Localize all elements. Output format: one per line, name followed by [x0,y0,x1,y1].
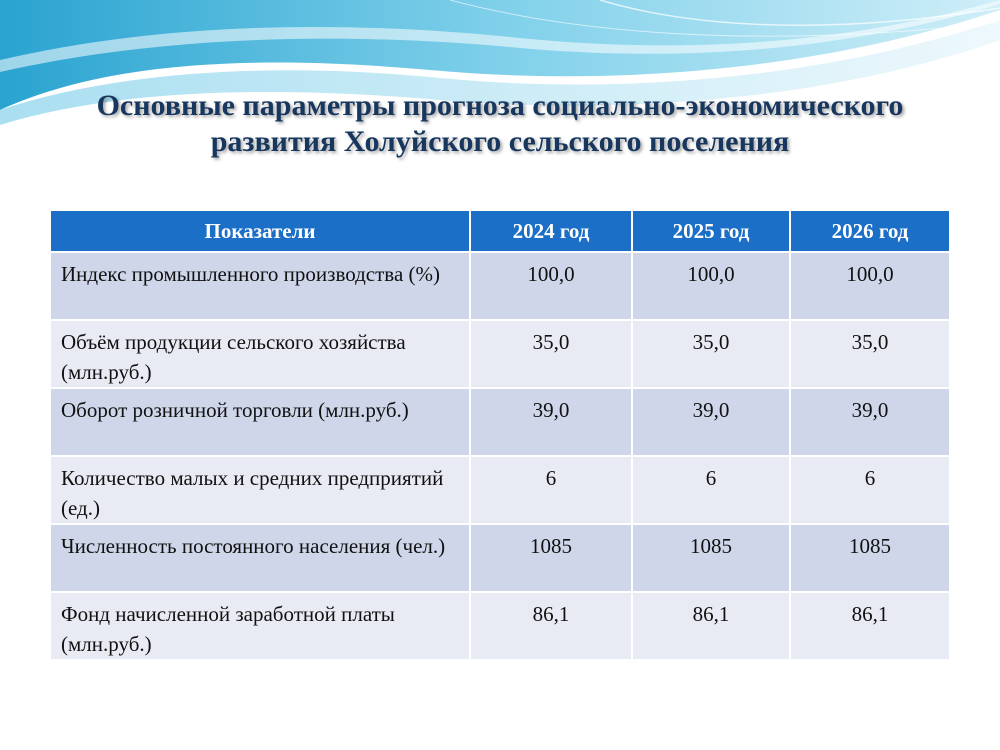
value-2026: 35,0 [790,320,949,388]
slide-title-line-2: развития Холуйского сельского поселения [210,125,790,158]
row-label: Фонд начисленной заработной платы (млн.руб.) [51,592,470,660]
header-indicators: Показатели [51,211,470,252]
row-label: Объём продукции сельского хозяйства (млн.руб.) [51,320,470,388]
value-2024: 35,0 [470,320,632,388]
header-2025: 2025 год [632,211,790,252]
table-header-row [51,211,949,252]
forecast-table [51,211,949,661]
table-row [51,252,949,320]
value-2024: 1085 [470,524,632,592]
row-label: Оборот розничной торговли (млн.руб.) [51,388,470,456]
table-row [51,320,949,388]
value-2025: 100,0 [632,252,790,320]
value-2026: 6 [790,456,949,524]
row-label: Численность постоянного населения (чел.) [51,524,470,592]
row-label: Количество малых и средних предприятий (ед.) [51,456,470,524]
row-label: Индекс промышленного производства (%) [51,252,470,320]
header-2024: 2024 год [470,211,632,252]
value-2025: 1085 [632,524,790,592]
value-2024: 86,1 [470,592,632,660]
value-2026: 1085 [790,524,949,592]
slide-title-line-1: Основные параметры прогноза социально-экономического [96,89,904,122]
value-2024: 100,0 [470,252,632,320]
value-2024: 39,0 [470,388,632,456]
table-row [51,524,949,592]
value-2025: 6 [632,456,790,524]
value-2025: 39,0 [632,388,790,456]
value-2025: 35,0 [632,320,790,388]
slide-title [40,88,960,160]
table-row [51,592,949,660]
value-2026: 86,1 [790,592,949,660]
table-row [51,388,949,456]
table-row [51,456,949,524]
value-2025: 86,1 [632,592,790,660]
value-2026: 39,0 [790,388,949,456]
value-2024: 6 [470,456,632,524]
header-2026: 2026 год [790,211,949,252]
value-2026: 100,0 [790,252,949,320]
